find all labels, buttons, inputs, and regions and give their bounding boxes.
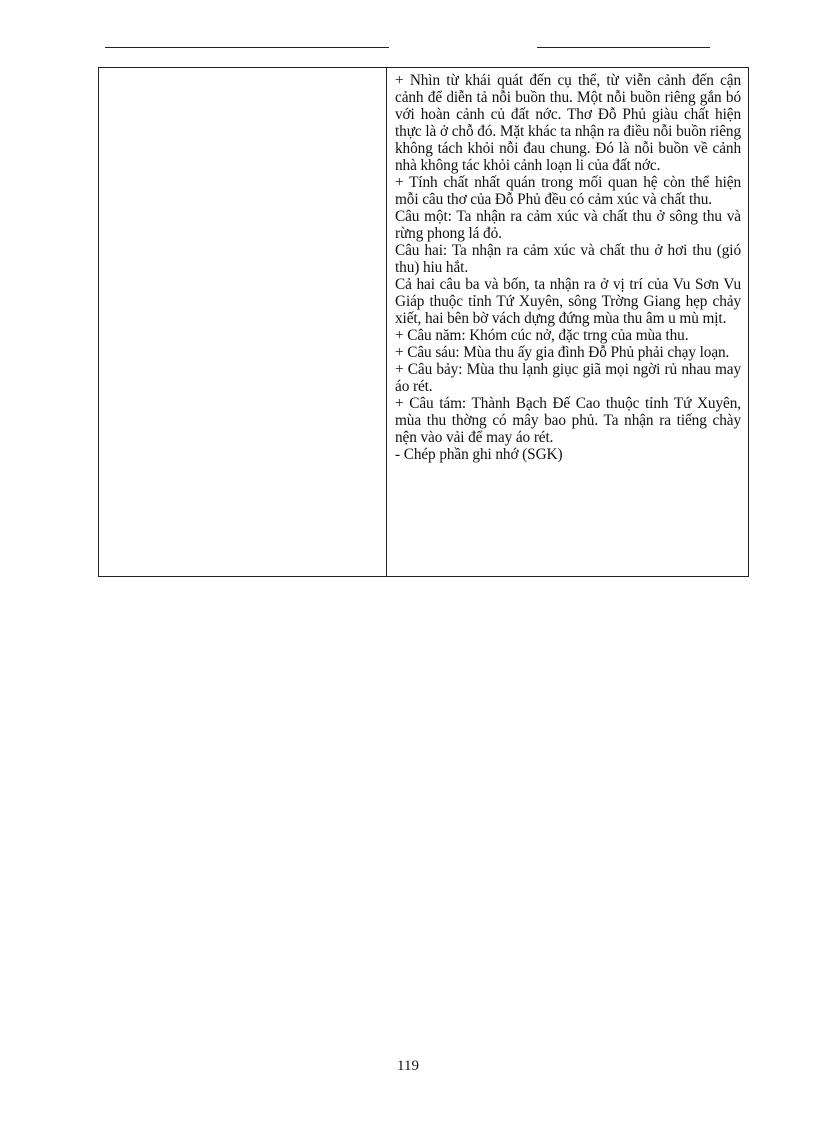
paragraph: + Nhìn từ khái quát đến cụ thể, từ viễn cảnh đến cận cảnh để diễn tả nỗi buồn thu. Một nỗi buồn riêng gắn bó với hoàn cảnh củ đất nớc. Thơ Đỗ Phủ giàu chất hiện thực là ở chỗ đó. Mặt khác ta nhận ra điều nỗi buồn riêng không tách khỏi nỗi đau chung. Đó là nỗi buồn về cảnh nhà không tác khỏi cảnh loạn li của đất nớc.: [395, 72, 741, 174]
paragraph: Cả hai câu ba và bốn, ta nhận ra ở vị trí của Vu Sơn Vu Giáp thuộc tỉnh Tứ Xuyên, sông Trờng Giang hẹp chảy xiết, hai bên bờ vách dựng đứng mùa thu âm u mù mịt.: [395, 276, 741, 327]
paragraph: + Câu sáu: Mùa thu ấy gia đình Đỗ Phủ phải chạy loạn.: [395, 344, 730, 361]
header-rule-left: [105, 47, 389, 48]
table-cell-left-empty: [99, 68, 387, 576]
paragraph: - Chép phần ghi nhớ (SGK): [395, 446, 563, 463]
content-table: [98, 67, 749, 577]
paragraph: + Câu bảy: Mùa thu lạnh giục giã mọi ngời rủ nhau may áo rét.: [395, 361, 741, 395]
header-rule-right: [537, 47, 710, 48]
paragraph: + Câu tám: Thành Bạch Đế Cao thuộc tỉnh Tứ Xuyên, mùa thu thờng có mây bao phủ. Ta nhận ra tiếng chày nện vào vải để may áo rét.: [395, 395, 741, 446]
table-cell-right: [388, 68, 748, 576]
paragraph: Câu hai: Ta nhận ra cảm xúc và chất thu ở hơi thu (gió thu) hiu hắt.: [395, 242, 741, 276]
paragraph: + Tính chất nhất quán trong mối quan hệ còn thể hiện mỗi câu thơ của Đỗ Phủ đều có cảm xúc và chất thu.: [395, 174, 741, 208]
paragraph: + Câu năm: Khóm cúc nở, đặc trng của mùa thu.: [395, 327, 689, 344]
paragraph: Câu một: Ta nhận ra cảm xúc và chất thu ở sông thu và rừng phong lá đỏ.: [395, 208, 741, 242]
page-number: 119: [397, 1058, 419, 1074]
